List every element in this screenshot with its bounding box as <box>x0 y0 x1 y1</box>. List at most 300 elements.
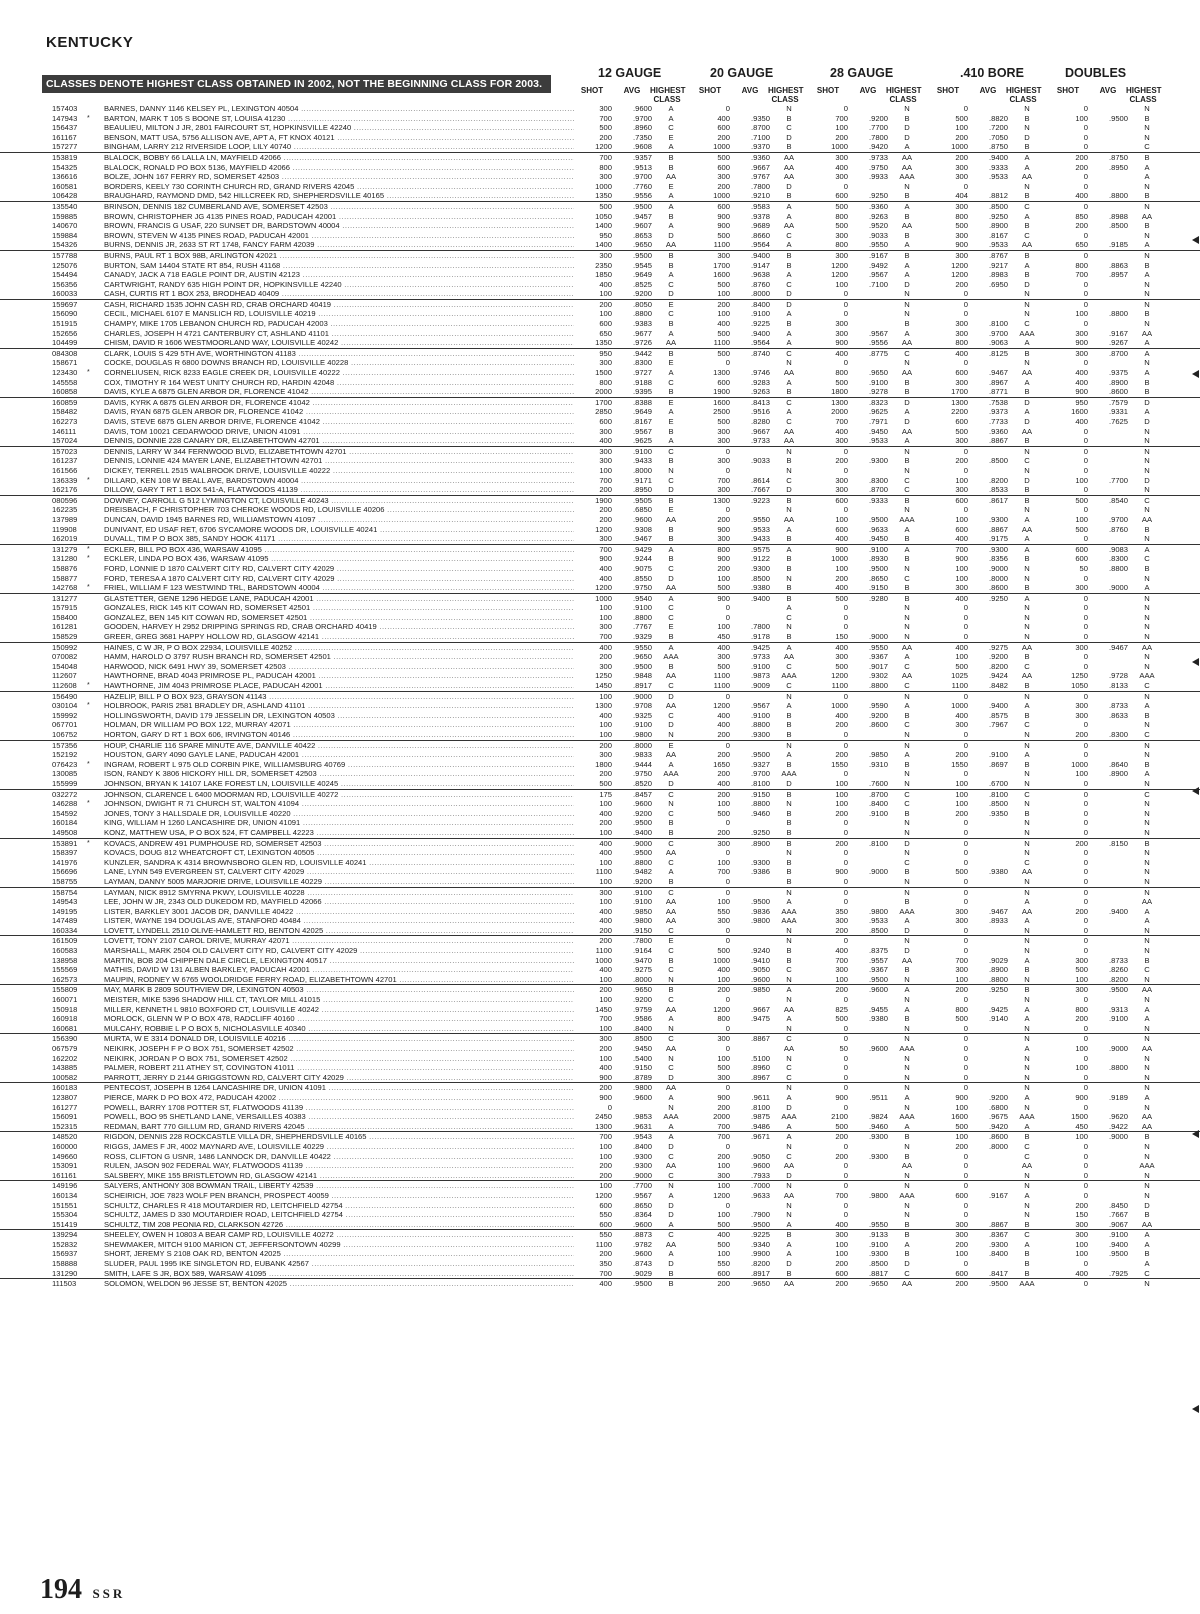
member-id: 157788 <box>52 250 78 260</box>
28ga-avg: .9850 <box>868 750 888 760</box>
12ga-shot: 600 <box>599 319 612 329</box>
dbl-shot: 200 <box>1075 221 1088 231</box>
member-id: 139294 <box>52 1230 78 1240</box>
28ga-avg: .7971 <box>868 417 888 426</box>
member-name-address: CLARK, LOUIS S 429 5TH AVE, WORTHINGTON 41183 ..... <box>104 349 574 359</box>
dbl-class: A <box>1144 701 1150 711</box>
member-id: 135540 <box>52 201 78 211</box>
28ga-class: C <box>904 720 910 730</box>
20ga-class: B <box>786 113 792 123</box>
dbl-avg: .7667 <box>1108 1210 1128 1220</box>
shooter-row <box>0 368 1200 378</box>
28ga-class: B <box>904 495 910 505</box>
410-avg: .9300 <box>988 514 1008 524</box>
12ga-class: N <box>668 974 674 984</box>
20ga-shot: 1600 <box>713 397 730 407</box>
12ga-shot: 200 <box>599 132 612 142</box>
410-shot: 900 <box>955 240 968 250</box>
dbl-shot: 0 <box>1083 632 1088 642</box>
12ga-avg: .9500 <box>632 848 652 858</box>
28ga-shot: 600 <box>835 191 848 201</box>
12ga-class: A <box>668 1219 674 1229</box>
dbl-shot: 400 <box>1075 377 1088 387</box>
410-avg: .8767 <box>988 250 1008 260</box>
12ga-avg: .8917 <box>632 681 652 691</box>
28ga-avg: .9367 <box>868 965 888 975</box>
28ga-shot: 0 <box>843 848 848 858</box>
20ga-class: B <box>786 876 792 886</box>
20ga-shot: 500 <box>717 417 730 426</box>
dbl-class: N <box>1144 1072 1150 1082</box>
dbl-shot: 0 <box>1083 436 1088 446</box>
20ga-class: D <box>786 132 792 142</box>
410-shot: 300 <box>955 319 968 329</box>
shooter-row <box>0 329 1200 339</box>
member-id: 157023 <box>52 446 78 456</box>
12ga-class: AA <box>665 906 677 916</box>
410-class: B <box>1024 1249 1030 1259</box>
12ga-avg: .9608 <box>632 142 652 152</box>
12ga-shot: 200 <box>599 925 612 935</box>
member-name-address: KING, WILLIAM H 1260 LANCASHIRE DR, UNION 41091 ..... <box>104 818 574 828</box>
410-class: B <box>1024 554 1030 564</box>
member-id: 030104 <box>52 701 78 711</box>
20ga-shot: 500 <box>717 583 730 593</box>
member-id: 155809 <box>52 985 78 995</box>
dbl-shot: 600 <box>1075 544 1088 554</box>
28ga-class: N <box>904 505 910 515</box>
dbl-class: N <box>1144 867 1150 877</box>
20ga-avg: .9223 <box>750 495 770 505</box>
12ga-avg: .9200 <box>632 876 652 886</box>
member-name-address: MARTIN, BOB 204 CHIPPEN DALE CIRCLE, LEXINGTON 40517 ..... <box>104 956 574 966</box>
28ga-avg: .9333 <box>868 495 888 505</box>
dbl-class: N <box>1144 299 1150 309</box>
member-name-address: DENNIS, DONNIE 228 CANARY DR, ELIZABETHTOWN 42701 ..... <box>104 436 574 446</box>
20ga-shot: 300 <box>717 652 730 662</box>
dbl-class: N <box>1144 876 1150 886</box>
28ga-shot: 0 <box>843 887 848 897</box>
410-class: A <box>1024 955 1030 965</box>
410-class: A <box>1024 1121 1030 1131</box>
410-avg: .8800 <box>988 974 1008 984</box>
dbl-class: A <box>1144 348 1150 358</box>
shooter-group <box>0 1230 1200 1279</box>
12ga-shot: 200 <box>599 299 612 309</box>
member-id: 159992 <box>52 710 78 720</box>
410-class: B <box>1024 348 1030 358</box>
shooter-row <box>0 1279 1200 1289</box>
28ga-shot: 200 <box>835 985 848 995</box>
12ga-shot: 200 <box>599 505 612 515</box>
28ga-avg: .9263 <box>868 211 888 221</box>
20ga-avg: .9800 <box>750 916 770 926</box>
member-name-address: PALMER, ROBERT 211 ATHEY ST, COVINGTON 41011 ..... <box>104 1063 574 1073</box>
28ga-avg: .9302 <box>868 671 888 681</box>
410-class: N <box>1024 104 1030 113</box>
shooter-row <box>0 182 1200 192</box>
28ga-shot: 0 <box>843 1200 848 1210</box>
28ga-avg: .9533 <box>868 436 888 446</box>
28ga-class: B <box>904 710 910 720</box>
shooter-row <box>0 240 1200 250</box>
12ga-shot: 1200 <box>595 142 612 152</box>
12ga-class: C <box>668 603 674 613</box>
12ga-class: E <box>668 397 674 407</box>
410-avg: .9675 <box>988 1112 1008 1122</box>
dbl-avg: .9400 <box>1108 1239 1128 1249</box>
shooter-row <box>0 261 1200 271</box>
shooter-row <box>0 583 1200 593</box>
28ga-class: N <box>904 818 910 828</box>
28ga-class: N <box>904 1170 910 1180</box>
28ga-avg: .8375 <box>868 946 888 956</box>
12ga-avg: .8789 <box>632 1072 652 1082</box>
member-name-address: LEE, JOHN W JR, 2343 OLD DUKEDOM RD, MAYFIELD 42066 ..... <box>104 897 574 907</box>
12ga-shot: 500 <box>599 778 612 788</box>
28ga-shot: 100 <box>835 1239 848 1249</box>
asterisk-mark: * <box>87 702 90 710</box>
dbl-shot: 0 <box>1083 661 1088 671</box>
dbl-shot: 500 <box>1075 965 1088 975</box>
28ga-shot: 0 <box>843 1181 848 1191</box>
28ga-shot: 100 <box>835 789 848 799</box>
shooter-row <box>0 1240 1200 1250</box>
dbl-class: B <box>1144 563 1150 573</box>
20ga-class: N <box>786 104 792 113</box>
12ga-shot: 1100 <box>595 946 612 956</box>
dbl-shot: 500 <box>1075 524 1088 534</box>
12ga-shot: 700 <box>599 632 612 642</box>
shooter-row <box>0 485 1200 495</box>
28ga-avg: .9511 <box>869 1092 888 1102</box>
28ga-class: B <box>904 1230 910 1240</box>
20ga-avg: .8960 <box>750 1063 770 1073</box>
20ga-shot: 100 <box>717 799 730 809</box>
dbl-shot: 650 <box>1075 240 1088 250</box>
12ga-avg: .9395 <box>632 387 652 397</box>
28ga-shot: 2100 <box>831 1112 848 1122</box>
410-avg: .8900 <box>988 221 1008 231</box>
410-avg: .8500 <box>988 201 1008 211</box>
20ga-class: C <box>786 475 792 485</box>
12ga-avg: .9500 <box>632 818 652 828</box>
12ga-class: C <box>668 1034 674 1044</box>
member-name-address: PARROTT, JERRY D 2144 GRIGGSTOWN RD, CALVERT CITY 42029 ..... <box>104 1073 574 1083</box>
28ga-avg: .8650 <box>868 573 888 583</box>
member-id: 084308 <box>52 348 78 358</box>
dbl-class: N <box>1144 465 1150 475</box>
28ga-avg: .9167 <box>868 250 888 260</box>
dbl-avg: .9100 <box>1108 1014 1128 1024</box>
12ga-class: AA <box>665 1239 677 1249</box>
20ga-shot: 300 <box>717 426 730 436</box>
shooter-group <box>0 1279 1200 1289</box>
28ga-shot: 0 <box>843 995 848 1005</box>
20ga-avg: .9147 <box>750 260 770 270</box>
20ga-class: C <box>786 965 792 975</box>
410-class: N <box>1024 465 1030 475</box>
dbl-class: N <box>1144 1063 1150 1073</box>
member-id: 100582 <box>52 1072 78 1082</box>
28ga-avg: .9600 <box>868 985 888 995</box>
12ga-avg: .9800 <box>632 1083 652 1093</box>
20ga-class: AA <box>783 514 795 524</box>
12ga-class: AA <box>665 916 677 926</box>
12ga-shot: 300 <box>599 104 612 113</box>
12ga-shot: 800 <box>599 377 612 387</box>
dbl-class: N <box>1144 691 1150 701</box>
20ga-class: N <box>786 799 792 809</box>
410-shot: 100 <box>955 563 968 573</box>
28ga-avg: .9100 <box>868 808 888 818</box>
dbl-class: B <box>1144 191 1150 201</box>
12ga-avg: .9029 <box>632 1268 652 1278</box>
shooter-row <box>0 907 1200 917</box>
20ga-shot: 200 <box>717 1102 730 1112</box>
member-name-address: GREER, GREG 3681 HAPPY HOLLOW RD, GLASGOW 42141 ..... <box>104 632 574 642</box>
member-name-address: BURNS, DENNIS JR, 2633 ST RT 1748, FANCY FARM 42039 ..... <box>104 240 574 250</box>
28ga-avg: .9380 <box>868 1014 888 1024</box>
20ga-avg: .9378 <box>750 211 770 221</box>
shooter-group <box>0 1034 1200 1083</box>
12ga-avg: .9400 <box>632 827 652 837</box>
12ga-shot: 700 <box>599 475 612 485</box>
dbl-shot: 0 <box>1083 897 1088 907</box>
28ga-class: D <box>904 925 910 935</box>
28ga-class: N <box>904 1072 910 1082</box>
28ga-avg: .9556 <box>868 338 888 348</box>
12ga-class: B <box>668 456 674 466</box>
asterisk-mark: * <box>87 682 90 690</box>
20ga-class: AA <box>783 221 795 231</box>
dbl-class: N <box>1144 1190 1150 1200</box>
member-name-address: FORD, TERESA A 1870 CALVERT CITY RD, CALVERT CITY 42029 ..... <box>104 574 574 584</box>
410-avg: .8900 <box>988 965 1008 975</box>
20ga-class: B <box>786 632 792 642</box>
12ga-avg: .9325 <box>632 710 652 720</box>
28ga-class: N <box>904 974 910 984</box>
410-shot: 0 <box>963 465 968 475</box>
member-id: 106752 <box>52 730 78 739</box>
12ga-shot: 550 <box>599 1230 612 1240</box>
410-shot: 0 <box>963 730 968 739</box>
dbl-shot: 300 <box>1075 985 1088 995</box>
12ga-avg: .9450 <box>632 1044 652 1053</box>
20ga-avg: .9567 <box>750 701 770 711</box>
20ga-avg: .8413 <box>750 397 770 407</box>
12ga-class: A <box>668 191 674 201</box>
member-id: 123430 <box>52 368 78 378</box>
12ga-shot: 2850 <box>595 407 612 417</box>
20ga-shot: 450 <box>717 632 730 642</box>
410-shot: 0 <box>963 848 968 858</box>
28ga-class: AA <box>901 338 913 348</box>
410-shot: 0 <box>963 1210 968 1220</box>
member-id: 155304 <box>52 1210 78 1220</box>
member-id: 149543 <box>52 897 78 907</box>
410-class: B <box>1024 985 1030 995</box>
28ga-class: A <box>904 1004 910 1014</box>
28ga-avg: .8500 <box>868 1259 888 1269</box>
12ga-class: D <box>668 1210 674 1220</box>
20ga-avg: .9300 <box>750 730 770 739</box>
member-id: 154326 <box>52 240 78 250</box>
12ga-shot: 1350 <box>595 191 612 201</box>
20ga-avg: .9210 <box>750 191 770 201</box>
shooter-row <box>0 212 1200 222</box>
28ga-avg: .8400 <box>868 799 888 809</box>
410-avg: .8417 <box>988 1268 1008 1278</box>
20ga-class: A <box>786 1219 792 1229</box>
410-avg: .8750 <box>988 142 1008 152</box>
20ga-shot: 300 <box>717 485 730 495</box>
20ga-avg: .9340 <box>750 1239 770 1249</box>
410-class: B <box>1024 250 1030 260</box>
member-name-address: HAINES, C W JR, P O BOX 22934, LOUISVILLE 40252 ..... <box>104 643 574 653</box>
dbl-class: N <box>1144 750 1150 760</box>
shooter-row <box>0 505 1200 515</box>
20ga-avg: .9850 <box>750 985 770 995</box>
20ga-shot: 100 <box>717 1053 730 1063</box>
28ga-class: A <box>904 524 910 534</box>
28ga-avg: .8100 <box>868 838 888 848</box>
dbl-class: N <box>1144 827 1150 837</box>
dbl-class: B <box>1144 838 1150 848</box>
12ga-avg: .9200 <box>632 995 652 1005</box>
410-class: N <box>1024 1170 1030 1180</box>
shooter-row <box>0 436 1200 446</box>
12ga-avg: .8400 <box>632 1023 652 1033</box>
member-name-address: HOUP, CHARLIE 116 SPARE MINUTE AVE, DANVILLE 40422 ..... <box>104 741 574 751</box>
dbl-shot: 0 <box>1083 142 1088 152</box>
20ga-avg: .9633 <box>750 1190 770 1200</box>
shooter-group <box>0 398 1200 447</box>
sub-shot: SHOT <box>1056 86 1080 95</box>
member-name-address: INGRAM, ROBERT L 975 OLD CORBIN PIKE, WILLIAMSBURG 40769 ..... <box>104 760 574 770</box>
12ga-avg: .7350 <box>632 132 652 142</box>
12ga-avg: .8800 <box>632 612 652 622</box>
28ga-shot: 300 <box>835 172 848 182</box>
12ga-class: C <box>668 1151 674 1161</box>
12ga-class: N <box>668 1102 674 1112</box>
dbl-shot: 200 <box>1075 152 1088 162</box>
member-id: 156356 <box>52 279 78 289</box>
12ga-class: A <box>668 1121 674 1131</box>
20ga-class: A <box>786 309 792 319</box>
member-name-address: HOLBROOK, PARIS 2581 BRADLEY DR, ASHLAND 41101 ..... <box>104 701 574 711</box>
dbl-avg: .9000 <box>1108 583 1128 593</box>
12ga-shot: 100 <box>599 1181 612 1191</box>
12ga-avg: .9308 <box>632 524 652 534</box>
20ga-shot: 200 <box>717 789 730 799</box>
410-shot: 1000 <box>951 142 968 152</box>
12ga-shot: 1800 <box>595 759 612 769</box>
12ga-avg: .9505 <box>632 495 652 505</box>
shooter-row <box>0 564 1200 574</box>
member-name-address: HOUSTON, GARY 4090 GAYLE LANE, PADUCAH 42001 ..... <box>104 750 574 760</box>
dbl-class: N <box>1144 778 1150 788</box>
page-footer <box>40 1574 125 1606</box>
20ga-avg: .8500 <box>750 573 770 583</box>
28ga-shot: 0 <box>843 358 848 368</box>
dbl-class: N <box>1144 123 1150 133</box>
28ga-class: N <box>904 740 910 750</box>
12ga-shot: 350 <box>599 1259 612 1269</box>
28ga-class: A <box>904 544 910 554</box>
410-avg: .8367 <box>988 1230 1008 1240</box>
member-id: 156090 <box>52 309 78 319</box>
shooter-row <box>0 790 1200 800</box>
20ga-class: B <box>786 456 792 466</box>
410-avg: .8200 <box>988 475 1008 485</box>
dbl-shot: 0 <box>1083 916 1088 926</box>
dbl-class: AA <box>1141 328 1153 338</box>
410-shot: 1200 <box>951 270 968 280</box>
20ga-class: AA <box>783 1190 795 1200</box>
shooter-row <box>0 995 1200 1005</box>
shooter-row <box>0 1073 1200 1083</box>
dbl-avg: .9400 <box>1108 906 1128 916</box>
410-class: A <box>1024 407 1030 417</box>
dbl-shot: 100 <box>1075 475 1088 485</box>
12ga-avg: .9150 <box>632 1063 652 1073</box>
member-id: 149196 <box>52 1181 78 1191</box>
12ga-avg: .7800 <box>632 936 652 946</box>
12ga-class: B <box>668 211 674 221</box>
member-id: 153091 <box>52 1161 78 1171</box>
28ga-shot: 200 <box>835 132 848 142</box>
dbl-class: A <box>1144 1259 1150 1269</box>
12ga-class: AA <box>665 848 677 858</box>
28ga-class: C <box>904 857 910 867</box>
20ga-shot: 100 <box>717 857 730 867</box>
member-id: 160334 <box>52 925 78 935</box>
12ga-avg: .9500 <box>632 201 652 211</box>
12ga-avg: .9482 <box>632 867 652 877</box>
member-name-address: CHARLES, JOSEPH H 4721 CANTERBURY CT, ASHLAND 41101 ..... <box>104 329 574 339</box>
12ga-avg: .6850 <box>632 505 652 515</box>
20ga-class: A <box>786 407 792 417</box>
12ga-shot: 200 <box>599 1249 612 1259</box>
410-class: C <box>1024 1151 1030 1161</box>
410-avg: .8482 <box>988 681 1008 691</box>
410-class: AA <box>1021 1161 1033 1171</box>
12ga-avg: .9357 <box>632 152 652 162</box>
20ga-avg: .8100 <box>750 778 770 788</box>
410-avg: .9167 <box>988 1190 1008 1200</box>
28ga-class: AA <box>901 368 913 378</box>
member-name-address: SCHULTZ, JAMES D 330 MOUTARDIER ROAD, LEITCHFIELD 42754 ..... <box>104 1210 574 1220</box>
20ga-class: A <box>786 544 792 554</box>
12ga-class: AAA <box>663 652 679 662</box>
28ga-shot: 0 <box>843 1102 848 1112</box>
dbl-avg: .9000 <box>1108 1132 1128 1142</box>
410-shot: 0 <box>963 925 968 935</box>
20ga-avg: .9122 <box>750 554 770 564</box>
28ga-shot: 300 <box>835 965 848 975</box>
12ga-avg: .9625 <box>632 436 652 446</box>
12ga-class: AA <box>665 172 677 182</box>
410-class: N <box>1024 309 1030 319</box>
member-name-address: MILLER, KENNETH L 9810 BOXFORD CT, LOUISVILLE 40242 ..... <box>104 1005 574 1015</box>
12ga-class: C <box>668 887 674 897</box>
20ga-shot: 1300 <box>713 368 730 378</box>
sub-class: HIGHEST CLASS <box>650 86 686 104</box>
shooter-row <box>0 309 1200 319</box>
20ga-shot: 400 <box>717 720 730 730</box>
20ga-class: N <box>786 974 792 984</box>
